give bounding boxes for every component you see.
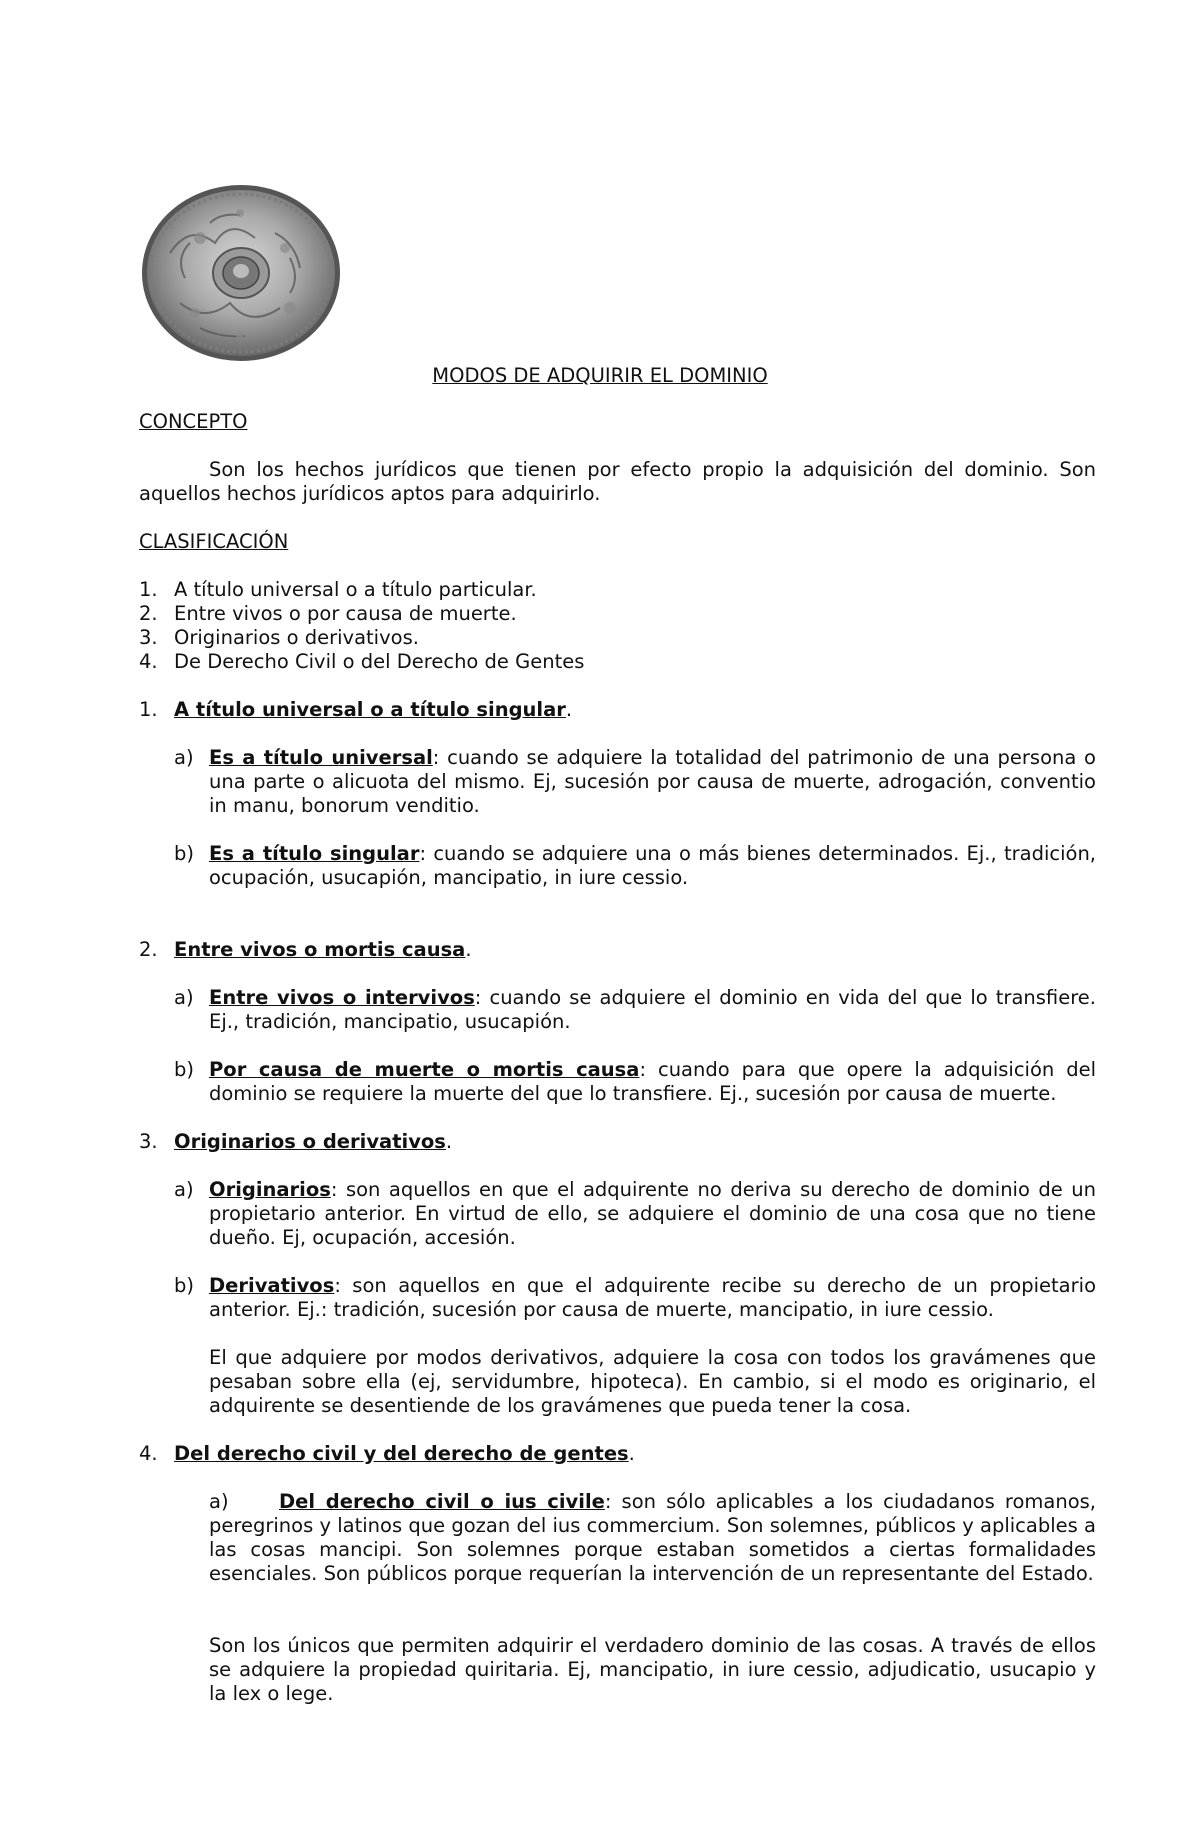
section-3-item-a: a) Originarios: son aquellos en que el adquirente no deriva su derecho de dominio de un propietario anterior. En virtud de ello, se adquiere el dominio de una cosa que no tiene dueño. Ej, ocupación, accesión. bbox=[174, 1178, 1096, 1249]
section-4-item-a: a) Del derecho civil o ius civile: son sólo aplicables a los ciudadanos romanos, peregrinos y latinos que gozan del ius commercium. Son solemnes, públicos y aplicables a las cosas mancipi. Son solemnes porque estaban sometidos a ciertas formalidades esenciales. Son públicos porque requerían la intervención de un representante del Estado. bbox=[209, 1490, 1096, 1585]
section-2-item-b: b) Por causa de muerte o mortis causa: cuando para que opere la adquisición del dominio se requiere la muerte del que lo transfiere. Ej., sucesión por causa de muerte. bbox=[174, 1058, 1096, 1105]
section-1-heading: 1. A título universal o a título singular. bbox=[139, 698, 573, 721]
list-item: 4. De Derecho Civil o del Derecho de Gentes bbox=[139, 650, 585, 673]
section-1-item-a: a) Es a título universal: cuando se adquiere la totalidad del patrimonio de una persona o una parte o alicuota del mismo. Ej, sucesión por causa de muerte, adrogación, conventio in manu, bonorum venditio. bbox=[174, 746, 1096, 817]
section-2-item-a: a) Entre vivos o intervivos: cuando se adquiere el dominio en vida del que lo transfiere. Ej., tradición, mancipatio, usucapión. bbox=[174, 986, 1096, 1033]
concepto-heading: CONCEPTO bbox=[139, 410, 248, 433]
section-3-item-b: b) Derivativos: son aquellos en que el adquirente recibe su derecho de un propietario anterior. Ej.: tradición, sucesión por causa de muerte, mancipatio, in iure cessio. bbox=[174, 1274, 1096, 1321]
section-3-heading: 3. Originarios o derivativos. bbox=[139, 1130, 453, 1153]
section-3-note: El que adquiere por modos derivativos, adquiere la cosa con todos los gravámenes que pesaban sobre ella (ej, servidumbre, hipoteca). En cambio, si el modo es originario, el adquirente se desentiende de los gravámenes que pueda tener la cosa. bbox=[209, 1346, 1096, 1417]
section-4-note: Son los únicos que permiten adquirir el verdadero dominio de las cosas. A través de ellos se adquiere la propiedad quiritaria. Ej, mancipatio, in iure cessio, adjudicatio, usucapio y la lex o lege. bbox=[209, 1634, 1096, 1705]
concepto-text: Son los hechos jurídicos que tienen por efecto propio la adquisición del dominio. Son aquellos hechos jurídicos aptos para adquirirlo. bbox=[139, 458, 1096, 505]
silver-plate-emblem-icon bbox=[140, 183, 342, 363]
list-item: 2. Entre vivos o por causa de muerte. bbox=[139, 602, 517, 625]
clasificacion-heading: CLASIFICACIÓN bbox=[139, 530, 289, 553]
list-item: 1. A título universal o a título particular. bbox=[139, 578, 537, 601]
document-title: MODOS DE ADQUIRIR EL DOMINIO bbox=[432, 364, 768, 387]
section-2-heading: 2. Entre vivos o mortis causa. bbox=[139, 938, 472, 961]
section-4-heading: 4. Del derecho civil y del derecho de gentes. bbox=[139, 1442, 635, 1465]
section-1-item-b: b) Es a título singular: cuando se adquiere una o más bienes determinados. Ej., tradición, ocupación, usucapión, mancipatio, in iure cessio. bbox=[174, 842, 1097, 889]
list-item: 3. Originarios o derivativos. bbox=[139, 626, 419, 649]
